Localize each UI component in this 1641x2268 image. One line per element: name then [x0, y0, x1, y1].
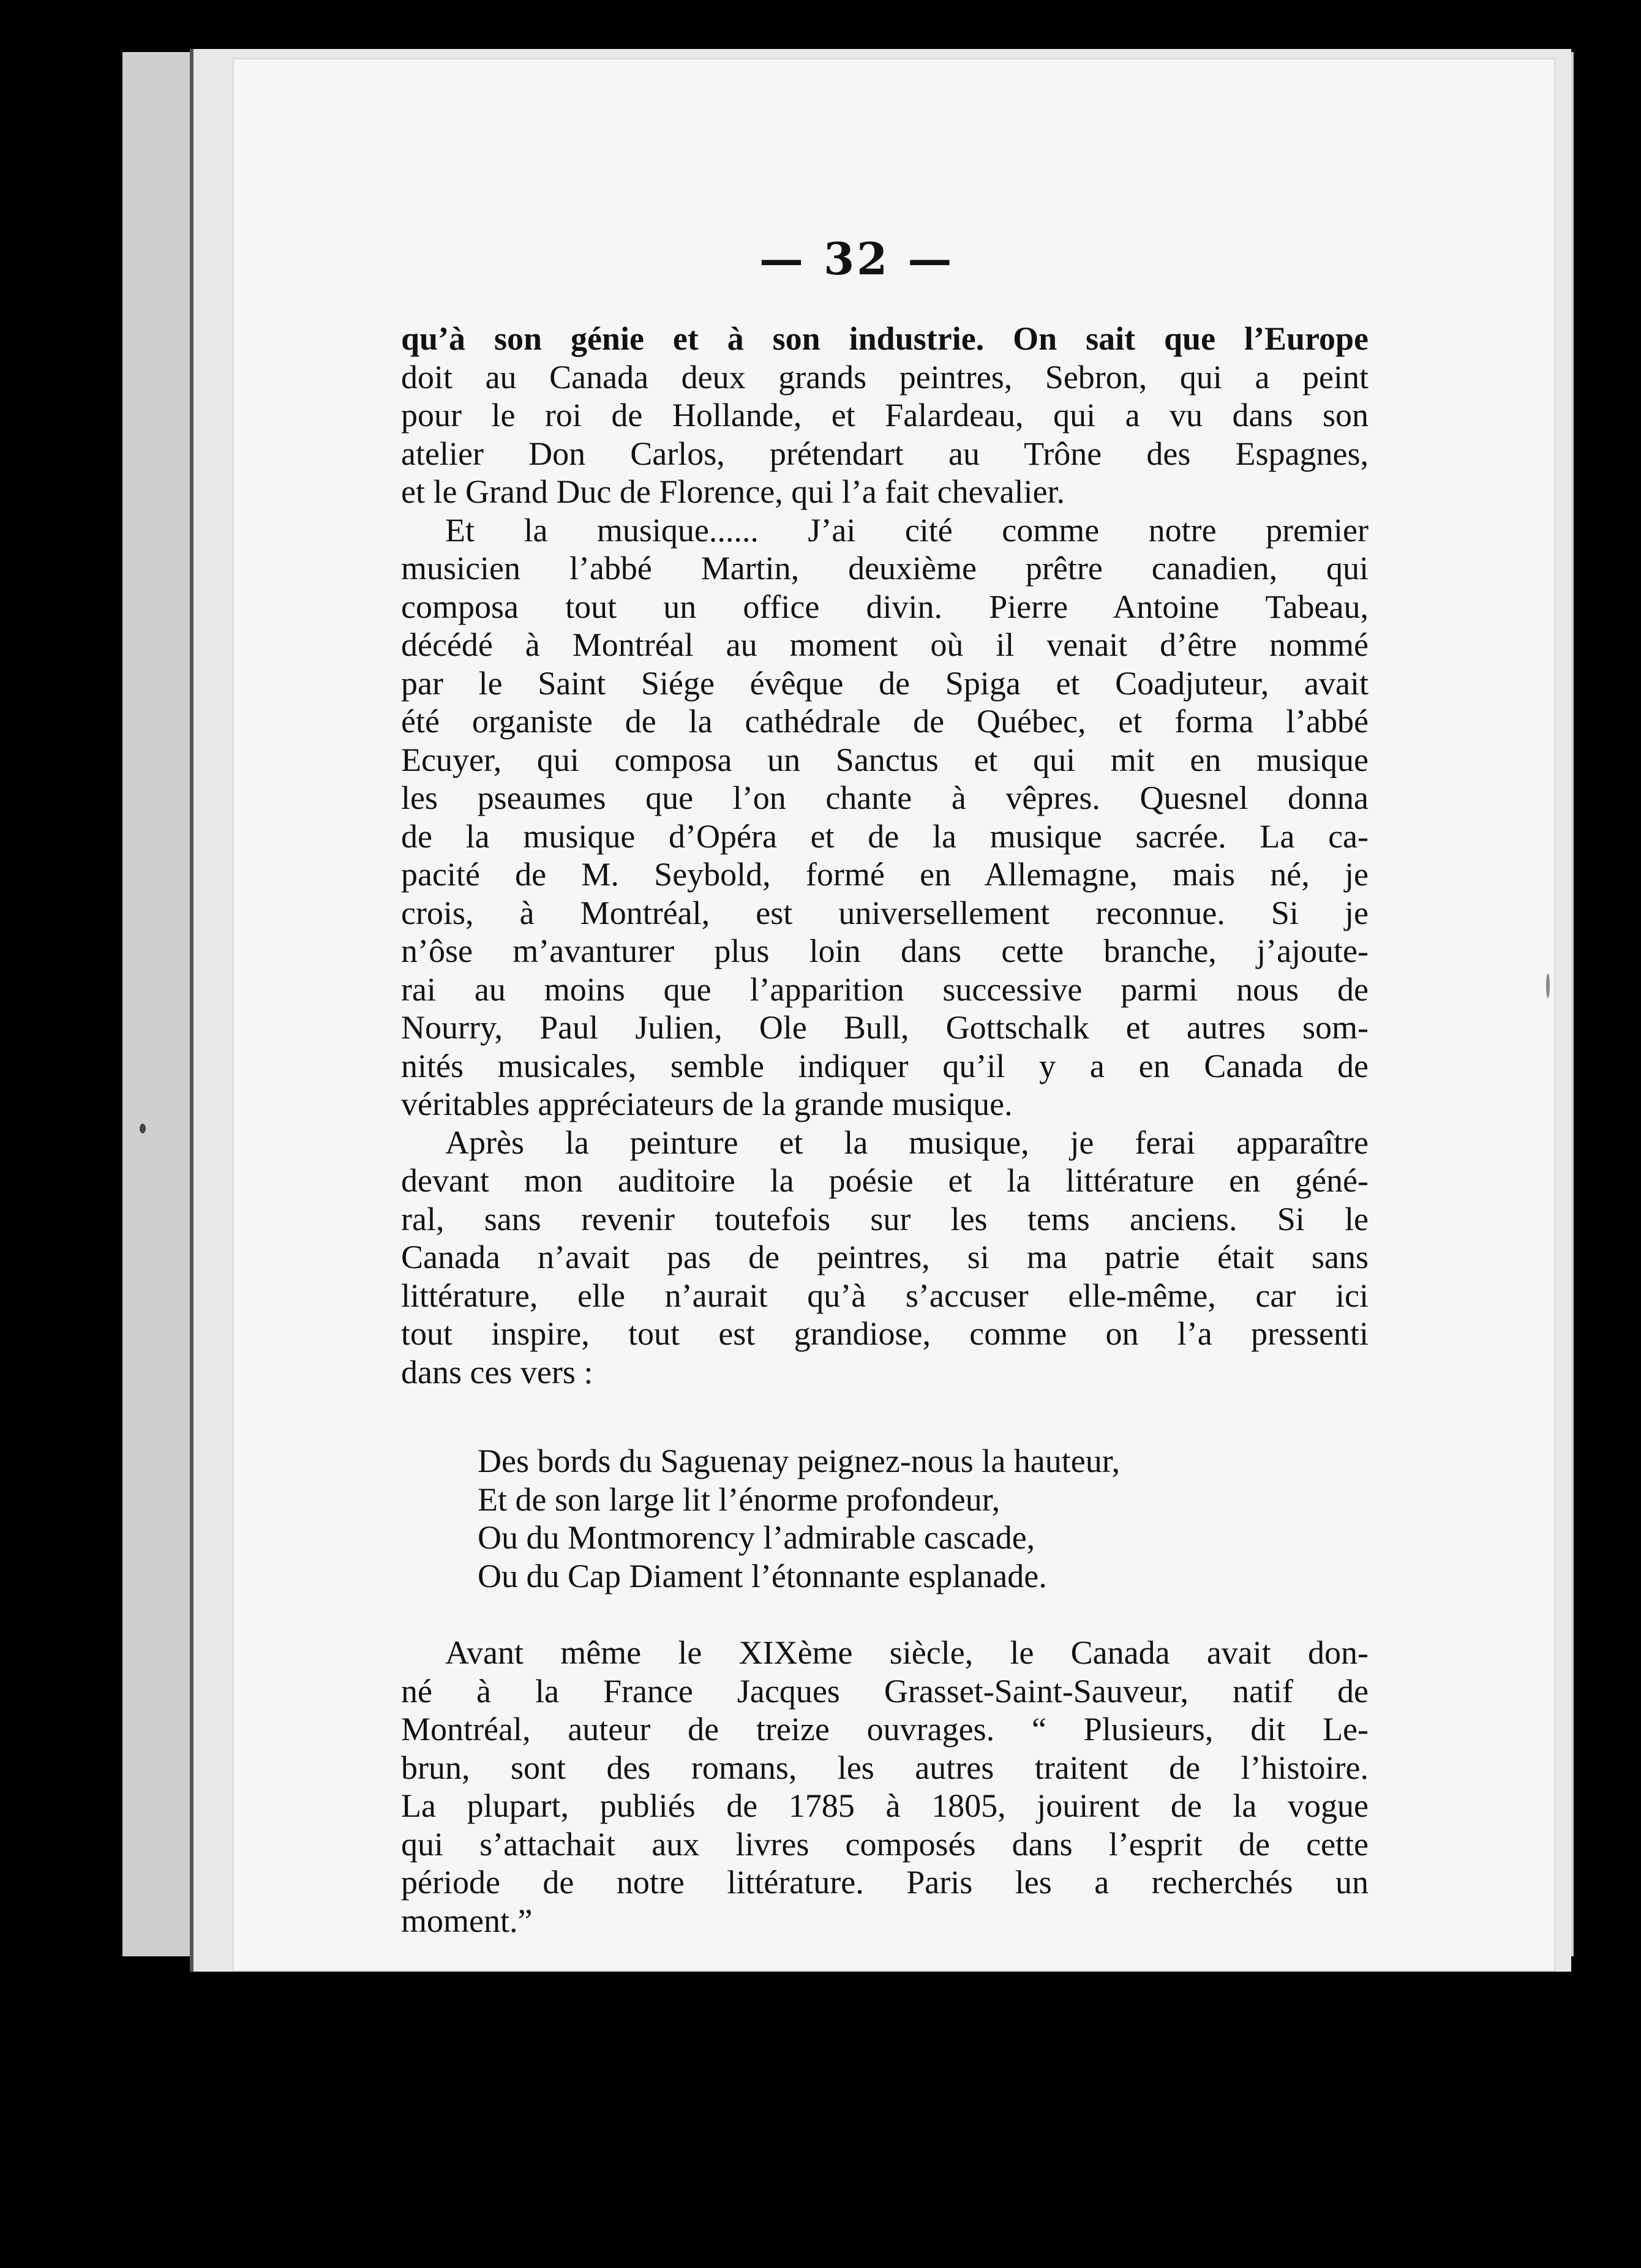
verse-block — [478, 1442, 1335, 1595]
text-line: qu’à son génie et à son industrie. On sait que l’Europe — [401, 320, 1369, 357]
text-line: Canada n’avait pas de peintres, si ma patrie était sans — [401, 1239, 1369, 1275]
text-line: les pseaumes que l’on chante à vêpres. Quesnel donna — [401, 779, 1369, 816]
text-line: période de notre littérature. Paris les a recherchés un — [401, 1864, 1369, 1901]
text-line: brun, sont des romans, les autres traitent de l’histoire. — [401, 1749, 1369, 1786]
text-line: tout inspire, tout est grandiose, comme on l’a pressenti — [401, 1315, 1369, 1352]
text-line: dans ces vers : — [401, 1353, 593, 1391]
text-line: Et la musique...... J’ai cité comme notre premier — [445, 511, 1369, 549]
text-line: né à la France Jacques Grasset-Saint-Sauveur, natif de — [401, 1672, 1369, 1710]
scan-speck — [1546, 974, 1550, 998]
text-line: atelier Don Carlos, prétendart au Trône des Espagnes, — [401, 435, 1369, 472]
verse-line: Ou du Cap Diament l’étonnante esplanade. — [478, 1557, 1047, 1594]
text-line: qui s’attachait aux livres composés dans l’esprit de cette — [401, 1825, 1369, 1863]
text-line: composa tout un office divin. Pierre Antoine Tabeau, — [401, 588, 1369, 625]
text-line: et le Grand Duc de Florence, qui l’a fait chevalier. — [401, 473, 1065, 510]
text-line: crois, à Montréal, est universellement reconnue. Si je — [401, 894, 1369, 931]
verse-line: Ou du Montmorency l’admirable cascade, — [478, 1519, 1035, 1556]
final-paragraph — [401, 1634, 1369, 1940]
text-line: Nourry, Paul Julien, Ole Bull, Gottschalk et autres som- — [401, 1009, 1369, 1046]
text-line: Montréal, auteur de treize ouvrages. “ Plusieurs, dit Le- — [401, 1711, 1369, 1748]
text-line: littérature, elle n’aurait qu’à s’accuser elle-même, car ici — [401, 1277, 1369, 1314]
text-line: ral, sans revenir toutefois sur les tems anciens. Si le — [401, 1200, 1369, 1237]
text-line: Ecuyer, qui composa un Sanctus et qui mit en musique — [401, 741, 1369, 778]
text-line: doit au Canada deux grands peintres, Sebron, qui a peint — [401, 358, 1369, 396]
text-line: devant mon auditoire la poésie et la littérature en géné- — [401, 1162, 1369, 1199]
text-line: La plupart, publiés de 1785 à 1805, jouirent de la vogue — [401, 1787, 1369, 1824]
verse-line: Des bords du Saguenay peignez-nous la hauteur, — [478, 1443, 1121, 1479]
text-line: nités musicales, semble indiquer qu’il y a en Canada de — [401, 1047, 1369, 1084]
text-line: Avant même le XIXème siècle, le Canada avait don- — [445, 1634, 1369, 1671]
text-line: par le Saint Siége évêque de Spiga et Coadjuteur, avait — [401, 664, 1369, 702]
text-line: été organiste de la cathédrale de Québec, et forma l’abbé — [401, 703, 1369, 740]
scan-speck — [140, 1124, 146, 1133]
text-line: véritables appréciateurs de la grande musique. — [401, 1086, 1013, 1122]
text-line: musicien l’abbé Martin, deuxième prêtre canadien, qui — [401, 550, 1369, 587]
text-line: moment.” — [401, 1902, 533, 1939]
main-text-block — [401, 320, 1369, 1391]
text-line: Après la peinture et la musique, je ferai apparaître — [445, 1124, 1369, 1161]
text-line: pour le roi de Hollande, et Falardeau, qui a vu dans son — [401, 397, 1369, 434]
text-line: décédé à Montréal au moment où il venait d’être nommé — [401, 626, 1369, 663]
text-line: pacité de M. Seybold, formé en Allemagne, mais né, je — [401, 856, 1369, 893]
text-line: n’ôse m’avanturer plus loin dans cette branche, j’ajoute- — [401, 933, 1369, 969]
page-number: — 32 — — [759, 233, 955, 285]
verse-line: Et de son large lit l’énorme profondeur, — [478, 1481, 1001, 1518]
text-line: rai au moins que l’apparition successive parmi nous de — [401, 971, 1369, 1008]
text-line: de la musique d’Opéra et de la musique sacrée. La ca- — [401, 817, 1369, 855]
